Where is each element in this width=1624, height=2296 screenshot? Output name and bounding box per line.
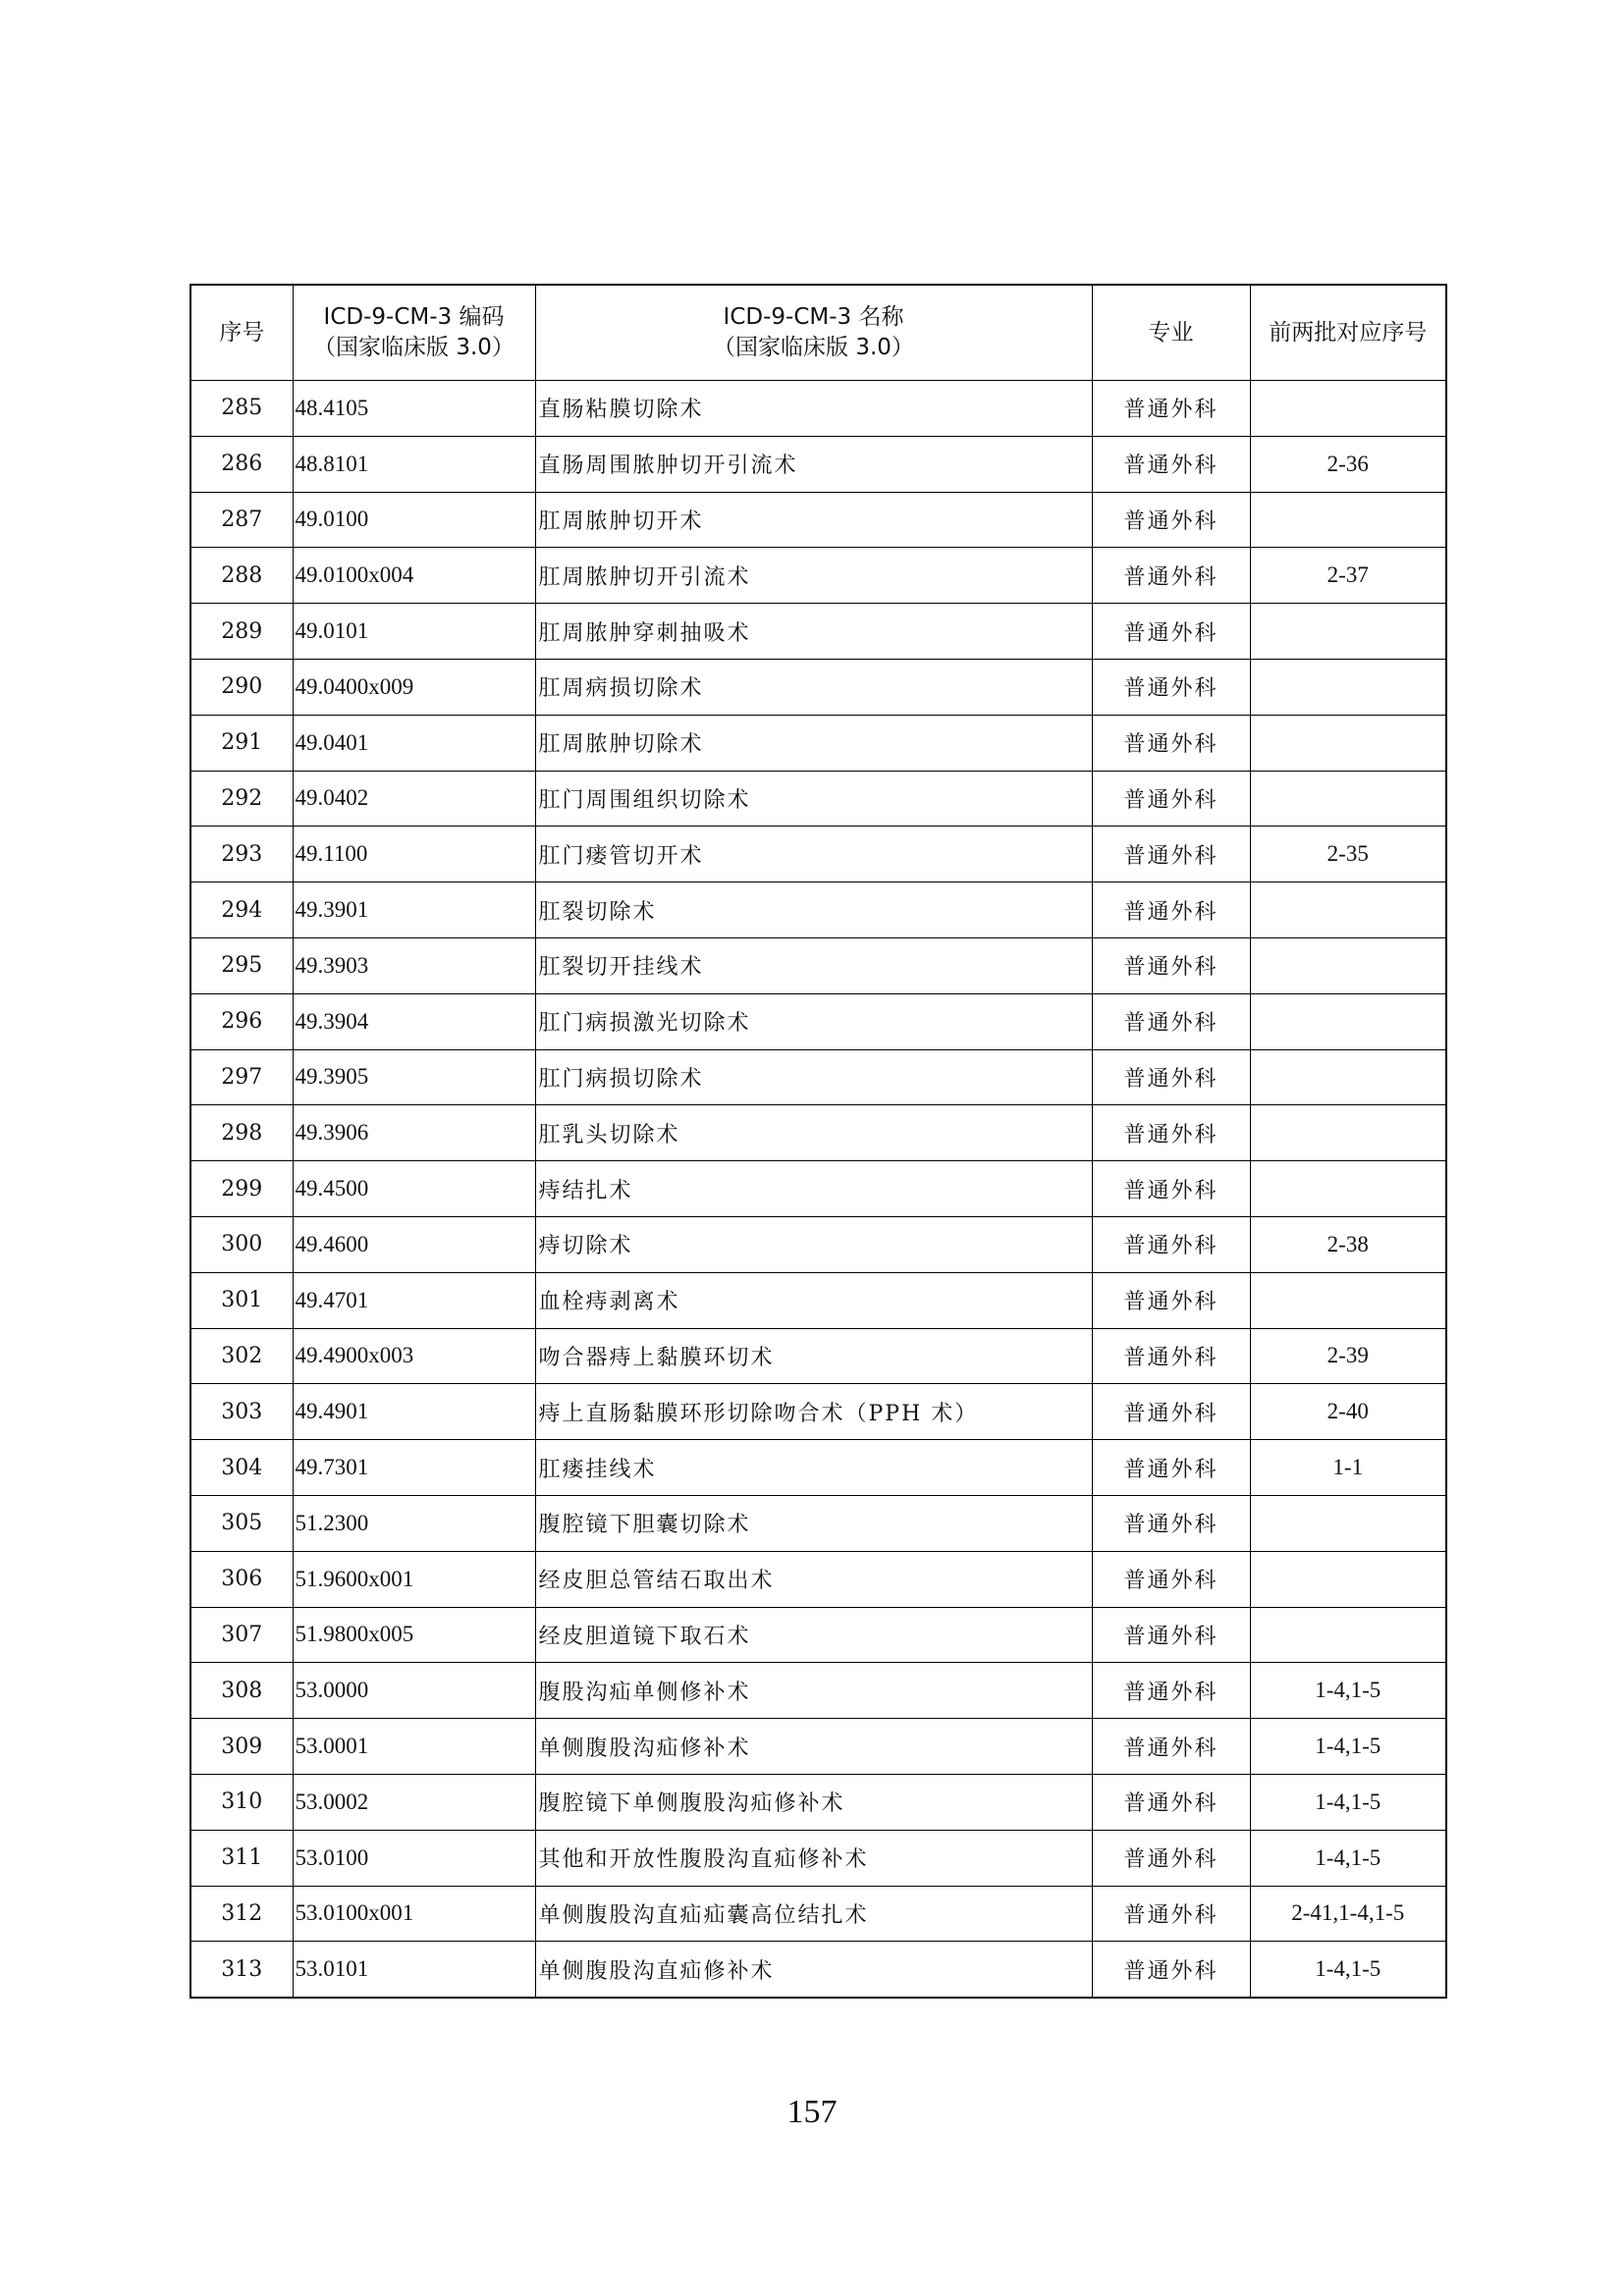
- cell-name: 痔切除术: [535, 1216, 1092, 1272]
- table-row: [190, 1384, 1446, 1440]
- cell-seq: 287: [190, 492, 293, 548]
- table-row: [190, 827, 1446, 882]
- cell-name: 肛门病损激光切除术: [535, 993, 1092, 1049]
- table-row: [190, 1942, 1446, 1998]
- cell-name: 肛乳头切除术: [535, 1105, 1092, 1161]
- procedure-table: [189, 284, 1447, 1999]
- table-row: [190, 1830, 1446, 1886]
- cell-seq: 286: [190, 436, 293, 492]
- header-prev-line: 前两批对应序号: [1269, 319, 1428, 346]
- cell-specialty: 普通外科: [1092, 1886, 1250, 1942]
- cell-prev: [1250, 771, 1446, 827]
- cell-seq: 291: [190, 715, 293, 771]
- cell-name: 肛瘘挂线术: [535, 1440, 1092, 1496]
- cell-name: 腹股沟疝单侧修补术: [535, 1663, 1092, 1719]
- cell-code: 49.3903: [293, 937, 535, 993]
- cell-specialty: 普通外科: [1092, 1830, 1250, 1886]
- cell-seq: 292: [190, 771, 293, 827]
- table-row: [190, 1161, 1446, 1217]
- header-specialty-line: 专业: [1148, 319, 1194, 346]
- cell-seq: 288: [190, 548, 293, 604]
- cell-specialty: 普通外科: [1092, 993, 1250, 1049]
- cell-name: 经皮胆总管结石取出术: [535, 1551, 1092, 1607]
- table-row: [190, 1607, 1446, 1663]
- cell-name: 痔上直肠黏膜环形切除吻合术（PPH 术）: [535, 1384, 1092, 1440]
- cell-specialty: 普通外科: [1092, 1272, 1250, 1328]
- cell-specialty: 普通外科: [1092, 381, 1250, 437]
- cell-name: 单侧腹股沟直疝修补术: [535, 1942, 1092, 1998]
- table-header-row: [190, 285, 1446, 381]
- cell-name: 直肠周围脓肿切开引流术: [535, 436, 1092, 492]
- cell-seq: 307: [190, 1607, 293, 1663]
- cell-prev: [1250, 381, 1446, 437]
- cell-prev: [1250, 715, 1446, 771]
- cell-specialty: 普通外科: [1092, 1663, 1250, 1719]
- cell-code: 49.0100: [293, 492, 535, 548]
- cell-name: 肛周脓肿切除术: [535, 715, 1092, 771]
- header-prev: [1250, 285, 1446, 381]
- table-row: [190, 1551, 1446, 1607]
- cell-code: 49.0402: [293, 771, 535, 827]
- cell-code: 49.3904: [293, 993, 535, 1049]
- cell-name: 吻合器痔上黏膜环切术: [535, 1328, 1092, 1384]
- cell-name: 肛门病损切除术: [535, 1049, 1092, 1105]
- table-row: [190, 604, 1446, 660]
- cell-prev: [1250, 1049, 1446, 1105]
- cell-prev: [1250, 1161, 1446, 1217]
- cell-prev: 1-4,1-5: [1250, 1942, 1446, 1998]
- cell-seq: 295: [190, 937, 293, 993]
- cell-specialty: 普通外科: [1092, 1161, 1250, 1217]
- table-row: [190, 1328, 1446, 1384]
- table-row: [190, 1886, 1446, 1942]
- cell-name: 肛周病损切除术: [535, 659, 1092, 715]
- cell-code: 49.0400x009: [293, 659, 535, 715]
- cell-seq: 310: [190, 1774, 293, 1830]
- cell-seq: 300: [190, 1216, 293, 1272]
- cell-seq: 301: [190, 1272, 293, 1328]
- table-row: [190, 548, 1446, 604]
- table-row: [190, 492, 1446, 548]
- cell-specialty: 普通外科: [1092, 1384, 1250, 1440]
- table-row: [190, 1216, 1446, 1272]
- cell-seq: 297: [190, 1049, 293, 1105]
- cell-name: 直肠粘膜切除术: [535, 381, 1092, 437]
- cell-code: 48.8101: [293, 436, 535, 492]
- cell-code: 49.4600: [293, 1216, 535, 1272]
- cell-prev: 1-1: [1250, 1440, 1446, 1496]
- cell-prev: 2-39: [1250, 1328, 1446, 1384]
- cell-name: 其他和开放性腹股沟直疝修补术: [535, 1830, 1092, 1886]
- cell-prev: [1250, 993, 1446, 1049]
- cell-code: 49.0101: [293, 604, 535, 660]
- header-code: [293, 285, 535, 381]
- header-seq: [190, 285, 293, 381]
- table-body: [190, 381, 1446, 1999]
- cell-prev: 2-35: [1250, 827, 1446, 882]
- cell-prev: 1-4,1-5: [1250, 1830, 1446, 1886]
- cell-prev: 2-37: [1250, 548, 1446, 604]
- cell-name: 肛裂切开挂线术: [535, 937, 1092, 993]
- cell-prev: [1250, 604, 1446, 660]
- cell-seq: 309: [190, 1719, 293, 1775]
- header-seq-line: 序号: [219, 319, 265, 346]
- cell-prev: [1250, 1495, 1446, 1551]
- table-row: [190, 659, 1446, 715]
- cell-seq: 308: [190, 1663, 293, 1719]
- header-name-line-1: ICD-9-CM-3 名称: [723, 304, 904, 330]
- cell-specialty: 普通外科: [1092, 659, 1250, 715]
- cell-seq: 302: [190, 1328, 293, 1384]
- cell-code: 51.9800x005: [293, 1607, 535, 1663]
- cell-code: 51.9600x001: [293, 1551, 535, 1607]
- cell-seq: 304: [190, 1440, 293, 1496]
- header-name-line-2: （国家临床版 3.0）: [713, 335, 914, 360]
- table-row: [190, 771, 1446, 827]
- cell-specialty: 普通外科: [1092, 1607, 1250, 1663]
- cell-seq: 296: [190, 993, 293, 1049]
- table-row: [190, 1105, 1446, 1161]
- cell-code: 49.7301: [293, 1440, 535, 1496]
- cell-prev: 2-40: [1250, 1384, 1446, 1440]
- table-row: [190, 381, 1446, 437]
- cell-seq: 294: [190, 882, 293, 938]
- cell-seq: 306: [190, 1551, 293, 1607]
- table-row: [190, 882, 1446, 938]
- table-row: [190, 436, 1446, 492]
- cell-seq: 312: [190, 1886, 293, 1942]
- cell-code: 49.3905: [293, 1049, 535, 1105]
- cell-specialty: 普通外科: [1092, 436, 1250, 492]
- cell-code: 49.1100: [293, 827, 535, 882]
- cell-prev: [1250, 1272, 1446, 1328]
- table-row: [190, 1049, 1446, 1105]
- cell-name: 肛裂切除术: [535, 882, 1092, 938]
- cell-code: 53.0000: [293, 1663, 535, 1719]
- table-row: [190, 1272, 1446, 1328]
- cell-code: 49.0401: [293, 715, 535, 771]
- cell-specialty: 普通外科: [1092, 1049, 1250, 1105]
- cell-seq: 299: [190, 1161, 293, 1217]
- cell-specialty: 普通外科: [1092, 1105, 1250, 1161]
- cell-code: 49.4500: [293, 1161, 535, 1217]
- cell-prev: [1250, 1551, 1446, 1607]
- cell-specialty: 普通外科: [1092, 1719, 1250, 1775]
- cell-code: 53.0002: [293, 1774, 535, 1830]
- cell-prev: [1250, 937, 1446, 993]
- cell-specialty: 普通外科: [1092, 827, 1250, 882]
- cell-name: 单侧腹股沟直疝疝囊高位结扎术: [535, 1886, 1092, 1942]
- cell-code: 49.4701: [293, 1272, 535, 1328]
- cell-seq: 289: [190, 604, 293, 660]
- cell-name: 肛周脓肿切开术: [535, 492, 1092, 548]
- cell-prev: 2-41,1-4,1-5: [1250, 1886, 1446, 1942]
- cell-seq: 285: [190, 381, 293, 437]
- cell-specialty: 普通外科: [1092, 1328, 1250, 1384]
- cell-prev: [1250, 659, 1446, 715]
- header-specialty: [1092, 285, 1250, 381]
- table-row: [190, 937, 1446, 993]
- cell-code: 53.0100: [293, 1830, 535, 1886]
- cell-specialty: 普通外科: [1092, 492, 1250, 548]
- cell-code: 49.4901: [293, 1384, 535, 1440]
- cell-specialty: 普通外科: [1092, 1440, 1250, 1496]
- table-row: [190, 1774, 1446, 1830]
- cell-code: 49.4900x003: [293, 1328, 535, 1384]
- cell-name: 腹腔镜下单侧腹股沟疝修补术: [535, 1774, 1092, 1830]
- cell-seq: 290: [190, 659, 293, 715]
- table-row: [190, 1495, 1446, 1551]
- cell-prev: [1250, 492, 1446, 548]
- cell-specialty: 普通外科: [1092, 1216, 1250, 1272]
- cell-name: 肛门瘘管切开术: [535, 827, 1092, 882]
- cell-name: 腹腔镜下胆囊切除术: [535, 1495, 1092, 1551]
- cell-seq: 293: [190, 827, 293, 882]
- cell-prev: 1-4,1-5: [1250, 1663, 1446, 1719]
- cell-specialty: 普通外科: [1092, 1551, 1250, 1607]
- cell-specialty: 普通外科: [1092, 1495, 1250, 1551]
- cell-specialty: 普通外科: [1092, 548, 1250, 604]
- cell-seq: 303: [190, 1384, 293, 1440]
- cell-specialty: 普通外科: [1092, 937, 1250, 993]
- page-number: 157: [786, 2094, 838, 2130]
- cell-seq: 305: [190, 1495, 293, 1551]
- cell-specialty: 普通外科: [1092, 1942, 1250, 1998]
- table-row: [190, 993, 1446, 1049]
- cell-specialty: 普通外科: [1092, 882, 1250, 938]
- cell-name: 肛周脓肿穿刺抽吸术: [535, 604, 1092, 660]
- cell-name: 痔结扎术: [535, 1161, 1092, 1217]
- cell-prev: [1250, 882, 1446, 938]
- cell-code: 49.0100x004: [293, 548, 535, 604]
- cell-code: 53.0100x001: [293, 1886, 535, 1942]
- cell-seq: 313: [190, 1942, 293, 1998]
- cell-name: 单侧腹股沟疝修补术: [535, 1719, 1092, 1775]
- cell-specialty: 普通外科: [1092, 1774, 1250, 1830]
- cell-seq: 298: [190, 1105, 293, 1161]
- table-row: [190, 1719, 1446, 1775]
- cell-prev: [1250, 1105, 1446, 1161]
- cell-seq: 311: [190, 1830, 293, 1886]
- cell-name: 血栓痔剥离术: [535, 1272, 1092, 1328]
- cell-name: 经皮胆道镜下取石术: [535, 1607, 1092, 1663]
- table-row: [190, 1440, 1446, 1496]
- table-row: [190, 715, 1446, 771]
- header-code-line-2: （国家临床版 3.0）: [313, 335, 514, 360]
- cell-name: 肛周脓肿切开引流术: [535, 548, 1092, 604]
- cell-prev: 1-4,1-5: [1250, 1719, 1446, 1775]
- cell-prev: 1-4,1-5: [1250, 1774, 1446, 1830]
- cell-name: 肛门周围组织切除术: [535, 771, 1092, 827]
- cell-specialty: 普通外科: [1092, 771, 1250, 827]
- header-code-line-1: ICD-9-CM-3 编码: [323, 304, 505, 330]
- cell-code: 49.3906: [293, 1105, 535, 1161]
- cell-code: 51.2300: [293, 1495, 535, 1551]
- table-row: [190, 1663, 1446, 1719]
- cell-code: 53.0101: [293, 1942, 535, 1998]
- header-name: [535, 285, 1092, 381]
- cell-code: 49.3901: [293, 882, 535, 938]
- cell-code: 53.0001: [293, 1719, 535, 1775]
- cell-specialty: 普通外科: [1092, 715, 1250, 771]
- cell-prev: 2-38: [1250, 1216, 1446, 1272]
- cell-prev: 2-36: [1250, 436, 1446, 492]
- cell-code: 48.4105: [293, 381, 535, 437]
- cell-prev: [1250, 1607, 1446, 1663]
- cell-specialty: 普通外科: [1092, 604, 1250, 660]
